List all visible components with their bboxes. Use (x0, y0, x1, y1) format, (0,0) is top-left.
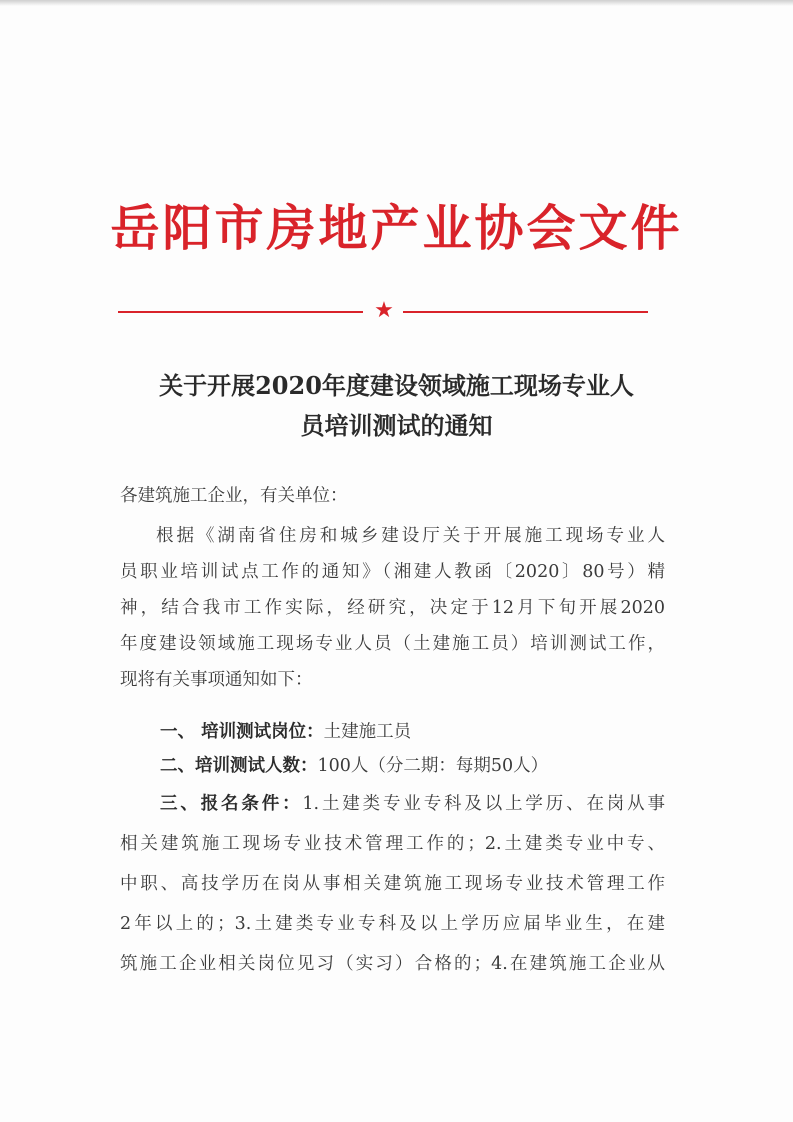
item-2-label: 二、培训测试人数： (160, 756, 318, 776)
scan-edge (0, 0, 793, 6)
divider-line-right (403, 311, 648, 313)
item-1-label: 一、 培训测试岗位： (160, 722, 324, 742)
intro-line-5: 现将有关事项通知如下： (120, 670, 313, 690)
item-1-value: 土建施工员 (323, 722, 412, 742)
item-3-line-5: 筑施工企业相关岗位见习（实习）合格的；4.在建筑施工企业从 (120, 954, 665, 974)
item-2-value: 100人（分二期：每期50人） (317, 756, 549, 776)
document-title-line-1: 关于开展2020年度建设领域施工现场专业人 (159, 371, 634, 400)
item-3-line-4: 2年以上的；3.土建类专业专科及以上学历应届毕业生，在建 (120, 914, 665, 934)
intro-line-4: 年度建设领域施工现场专业人员（土建施工员）培训测试工作， (120, 634, 665, 654)
item-3-line-2: 相关建筑施工现场专业技术管理工作的；2.土建类专业中专、 (120, 834, 665, 854)
item-3-label: 三、报名条件： (160, 794, 303, 814)
divider-line-left (118, 311, 363, 313)
header-divider (118, 298, 648, 323)
document-title-line-2: 员培训测试的通知 (300, 411, 493, 440)
intro-line-3: 神，结合我市工作实际，经研究，决定于12月下旬开展2020 (120, 598, 665, 618)
intro-line-1: 根据《湖南省住房和城乡建设厅关于开展施工现场专业人 (156, 526, 665, 546)
item-3-first-line (160, 786, 665, 822)
item-1 (160, 714, 665, 750)
intro-line-2: 员职业培训试点工作的通知》（湘建人教函〔2020〕80号）精 (120, 562, 665, 582)
item-3-first-text: 1.土建类专业专科及以上学历、在岗从事 (302, 794, 665, 814)
organization-header-title: 岳阳市房地产业协会文件 (110, 199, 683, 257)
item-2 (160, 748, 665, 784)
item-3-line-3: 中职、高技学历在岗从事相关建筑施工现场专业技术管理工作 (120, 874, 665, 894)
star-icon: ★ (374, 298, 394, 323)
salutation: 各建筑施工企业，有关单位： (120, 486, 348, 506)
